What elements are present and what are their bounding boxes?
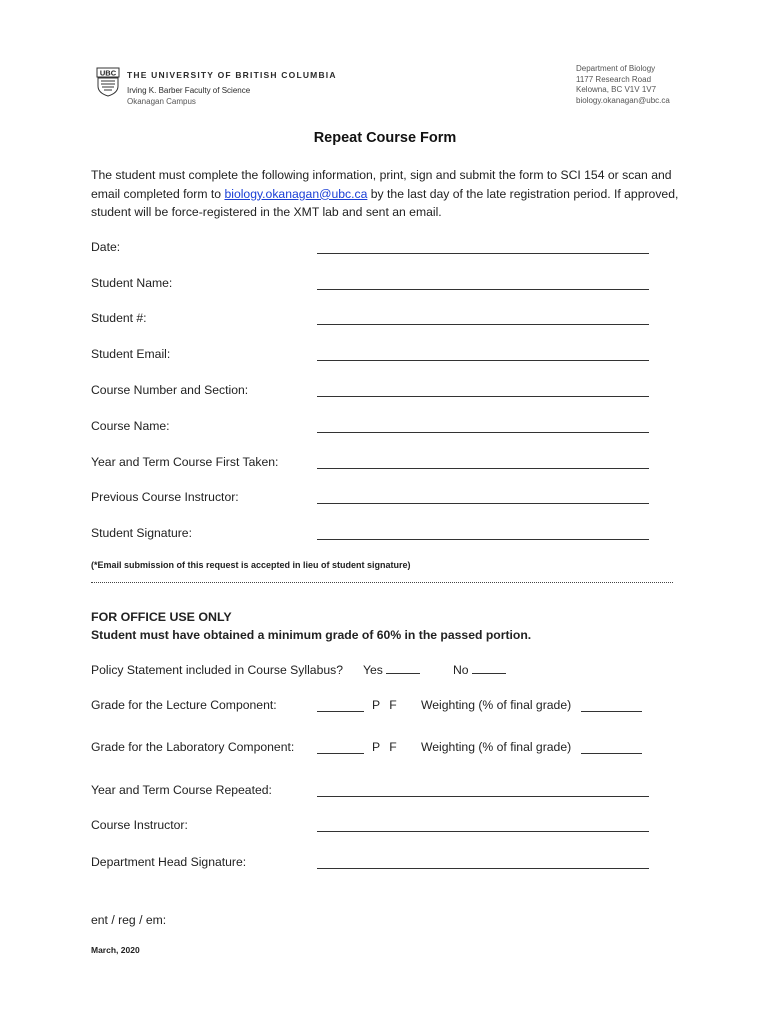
email-link[interactable]: biology.okanagan@ubc.ca bbox=[224, 186, 368, 201]
intro-paragraph bbox=[91, 166, 691, 222]
department-address bbox=[576, 64, 670, 106]
lecture-grade-line[interactable] bbox=[317, 711, 364, 712]
student-name-line[interactable] bbox=[317, 289, 649, 290]
office-subheading: Student must have obtained a minimum grade of 60% in the passed portion. bbox=[91, 628, 532, 642]
student-number-line[interactable] bbox=[317, 324, 649, 325]
field-label: Course Name: bbox=[91, 419, 170, 433]
field-label: Course Number and Section: bbox=[91, 383, 249, 397]
intro-text-start: The student must complete the following information, print, sign and submit the form to SCI 154 or scan and email completed form to bbox=[91, 168, 672, 201]
field-student-email bbox=[91, 347, 661, 367]
lecture-pf[interactable]: P F bbox=[372, 698, 397, 712]
field-label: Department Head Signature: bbox=[91, 855, 247, 869]
no-label: No bbox=[453, 663, 469, 677]
field-student-name bbox=[91, 276, 661, 296]
ent-reg-em: ent / reg / em: bbox=[91, 913, 167, 927]
policy-yes[interactable] bbox=[363, 663, 420, 677]
field-label: Course Instructor: bbox=[91, 818, 188, 832]
lab-weighting-label: Weighting (% of final grade) bbox=[421, 740, 572, 754]
field-term-repeated bbox=[91, 783, 661, 803]
field-dept-head-signature bbox=[91, 855, 661, 875]
lab-grade-line[interactable] bbox=[317, 753, 364, 754]
field-course-instructor bbox=[91, 818, 661, 838]
policy-row bbox=[91, 663, 469, 677]
dept-head-signature-line[interactable] bbox=[317, 868, 649, 869]
lecture-weighting-line[interactable] bbox=[581, 711, 642, 712]
field-label: Previous Course Instructor: bbox=[91, 490, 239, 504]
lab-weighting-line[interactable] bbox=[581, 753, 642, 754]
field-label: Student Name: bbox=[91, 276, 173, 290]
yes-line[interactable] bbox=[386, 663, 420, 674]
field-course-number bbox=[91, 383, 661, 403]
yes-label: Yes bbox=[363, 663, 383, 677]
intro-text-end: by the last day of the late registration period. If approved, student will be force-registered in the XMT lab and sent an email. bbox=[91, 186, 679, 220]
form-title: Repeat Course Form bbox=[313, 130, 457, 146]
field-label: Student #: bbox=[91, 311, 147, 325]
field-student-signature bbox=[91, 526, 661, 546]
field-label: Date: bbox=[91, 240, 121, 254]
policy-no[interactable] bbox=[453, 663, 506, 677]
faculty-name: Irving K. Barber Faculty of Science bbox=[127, 86, 251, 95]
field-label: Year and Term Course First Taken: bbox=[91, 455, 279, 469]
course-instructor-line[interactable] bbox=[317, 831, 649, 832]
department-email: biology.okanagan@ubc.ca bbox=[576, 95, 670, 105]
dotted-divider bbox=[91, 582, 673, 583]
field-label: Student Email: bbox=[91, 347, 171, 361]
email-note: (*Email submission of this request is accepted in lieu of student signature) bbox=[91, 560, 411, 570]
lecture-label: Grade for the Lecture Component: bbox=[91, 698, 277, 712]
office-heading: FOR OFFICE USE ONLY bbox=[91, 610, 232, 624]
field-course-name bbox=[91, 419, 661, 439]
lab-label: Grade for the Laboratory Component: bbox=[91, 740, 295, 754]
course-name-line[interactable] bbox=[317, 432, 649, 433]
lecture-grade-row bbox=[91, 698, 651, 718]
department-name: Department of Biology bbox=[576, 64, 656, 73]
field-date bbox=[91, 240, 661, 260]
course-number-line[interactable] bbox=[317, 396, 649, 397]
department-city: Kelowna, BC V1V 1V7 bbox=[576, 85, 657, 94]
department-street: 1177 Research Road bbox=[576, 74, 652, 84]
field-label: Student Signature: bbox=[91, 526, 192, 540]
field-label: Year and Term Course Repeated: bbox=[91, 783, 272, 797]
previous-instructor-line[interactable] bbox=[317, 503, 649, 504]
field-first-taken bbox=[91, 455, 661, 475]
student-email-line[interactable] bbox=[317, 360, 649, 361]
student-signature-line[interactable] bbox=[317, 539, 649, 540]
lecture-weighting-label: Weighting (% of final grade) bbox=[421, 698, 572, 712]
university-name: THE UNIVERSITY OF BRITISH COLUMBIA bbox=[127, 70, 337, 80]
lab-pf[interactable]: P F bbox=[372, 740, 397, 754]
revision-date: March, 2020 bbox=[91, 945, 140, 955]
no-line[interactable] bbox=[472, 663, 506, 674]
field-previous-instructor bbox=[91, 490, 661, 510]
logo-text: UBC bbox=[99, 68, 117, 78]
campus-name: Okanagan Campus bbox=[127, 97, 196, 106]
ubc-logo bbox=[96, 67, 120, 97]
policy-label: Policy Statement included in Course Syllabus? bbox=[91, 663, 344, 677]
date-line[interactable] bbox=[317, 253, 649, 254]
first-taken-line[interactable] bbox=[317, 468, 649, 469]
lab-grade-row bbox=[91, 740, 651, 760]
term-repeated-line[interactable] bbox=[317, 796, 649, 797]
field-student-number bbox=[91, 311, 661, 331]
